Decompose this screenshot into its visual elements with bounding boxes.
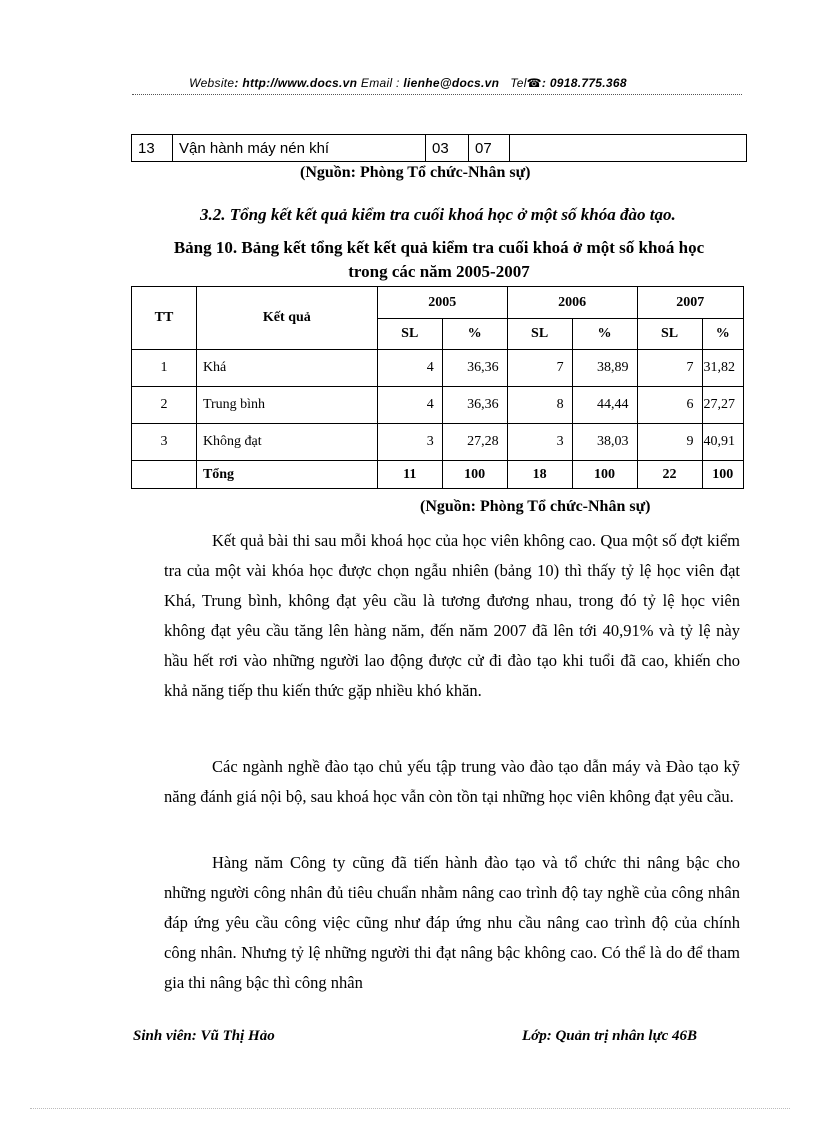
cell-tt: 1 bbox=[132, 350, 197, 387]
header-pct: % bbox=[442, 319, 507, 350]
results-table bbox=[131, 286, 744, 489]
cell-value: 4 bbox=[377, 387, 442, 424]
cell-value: 27,28 bbox=[442, 424, 507, 461]
row-value-c bbox=[510, 135, 747, 162]
header-pct: % bbox=[572, 319, 637, 350]
table-caption-line1: Bảng 10. Bảng kết tổng kết kết quả kiểm tra cuối khoá ở một số khoá học bbox=[173, 238, 705, 257]
header-sl: SL bbox=[377, 319, 442, 350]
cell-total-label: Tổng bbox=[196, 461, 377, 489]
cell-value: 8 bbox=[507, 387, 572, 424]
paragraph-2 bbox=[164, 752, 740, 812]
cell-value: 31,82 bbox=[702, 350, 744, 387]
header-sl: SL bbox=[507, 319, 572, 350]
cell-value: 22 bbox=[637, 461, 702, 489]
page-header bbox=[0, 76, 816, 90]
cell-value: 18 bbox=[507, 461, 572, 489]
row-value-b: 07 bbox=[469, 135, 510, 162]
header-sl: SL bbox=[637, 319, 702, 350]
cell-value: 7 bbox=[507, 350, 572, 387]
cell-value: 4 bbox=[377, 350, 442, 387]
paragraph-1 bbox=[164, 526, 740, 706]
cell-value: 3 bbox=[377, 424, 442, 461]
row-value-a: 03 bbox=[426, 135, 469, 162]
source-note-1: (Nguồn: Phòng Tổ chức-Nhân sự) bbox=[300, 164, 531, 181]
cell-value: 3 bbox=[507, 424, 572, 461]
table-row bbox=[132, 350, 744, 387]
cell-value: 7 bbox=[637, 350, 702, 387]
cell-value: 6 bbox=[637, 387, 702, 424]
cell-label: Khá bbox=[196, 350, 377, 387]
cell-value: 38,89 bbox=[572, 350, 637, 387]
cell-tt bbox=[132, 461, 197, 489]
cell-value: 100 bbox=[442, 461, 507, 489]
previous-table-last-row bbox=[131, 134, 747, 162]
footer-class: Lớp: Quản trị nhân lực 46B bbox=[522, 1028, 697, 1044]
table-row bbox=[132, 135, 747, 162]
email-value[interactable]: lienhe@docs.vn bbox=[403, 76, 500, 90]
header-year-2006: 2006 bbox=[507, 287, 637, 319]
cell-value: 27,27 bbox=[702, 387, 744, 424]
cell-value: 36,36 bbox=[442, 350, 507, 387]
table-row bbox=[132, 387, 744, 424]
website-label: Website bbox=[189, 76, 235, 90]
table-caption-line2: trong các năm 2005-2007 bbox=[348, 262, 530, 281]
row-name: Vận hành máy nén khí bbox=[173, 135, 426, 162]
paragraph-3 bbox=[164, 848, 740, 998]
cell-value: 100 bbox=[702, 461, 744, 489]
email-label: Email : bbox=[360, 76, 400, 90]
cell-label: Không đạt bbox=[196, 424, 377, 461]
footer-student: Sinh viên: Vũ Thị Hảo bbox=[133, 1028, 275, 1044]
cell-value: 44,44 bbox=[572, 387, 637, 424]
header-result: Kết quả bbox=[196, 287, 377, 350]
cell-value: 36,36 bbox=[442, 387, 507, 424]
source-note-2: (Nguồn: Phòng Tổ chức-Nhân sự) bbox=[420, 498, 651, 515]
cell-value: 100 bbox=[572, 461, 637, 489]
cell-value: 9 bbox=[637, 424, 702, 461]
paragraph-text: Kết quả bài thi sau mỗi khoá học của học viên không cao. Qua một số đợt kiểm tra của một vài khóa học được chọn ngẫu nhiên (bảng 10) thì thấy tỷ lệ học viên đạt Khá, Trung bình, không đạt yêu cầu là tương đương nhau, trong đó tỷ lệ học viên không đạt yêu cầu tăng lên hàng năm, đến năm 2007 đã lên tới 40,91% và tỷ lệ này hầu hết rơi vào những người lao động được cử đi đào tạo khi tuổi đã cao, khiến cho khả năng tiếp thu kiến thức gặp nhiều khó khăn. bbox=[164, 531, 740, 700]
header-pct: % bbox=[702, 319, 744, 350]
cell-value: 38,03 bbox=[572, 424, 637, 461]
tel-label: Tel bbox=[510, 76, 527, 90]
cell-value: 40,91 bbox=[702, 424, 744, 461]
header-year-2007: 2007 bbox=[637, 287, 743, 319]
header-tt: TT bbox=[132, 287, 197, 350]
header-divider bbox=[132, 94, 742, 95]
cell-label: Trung bình bbox=[196, 387, 377, 424]
section-heading: 3.2. Tổng kết kết quả kiểm tra cuối khoá học ở một số khóa đào tạo. bbox=[200, 205, 676, 224]
tel-value: ☎: 0918.775.368 bbox=[526, 76, 627, 90]
table-row bbox=[132, 424, 744, 461]
bottom-divider bbox=[30, 1108, 790, 1109]
paragraph-text: Các ngành nghề đào tạo chủ yếu tập trung vào đào tạo dẫn máy và Đào tạo kỹ năng đánh giá nội bộ, sau khoá học vẫn còn tồn tại những học viên không đạt yêu cầu. bbox=[164, 757, 740, 806]
row-number: 13 bbox=[132, 135, 173, 162]
cell-tt: 2 bbox=[132, 387, 197, 424]
header-year-2005: 2005 bbox=[377, 287, 507, 319]
cell-value: 11 bbox=[377, 461, 442, 489]
cell-tt: 3 bbox=[132, 424, 197, 461]
paragraph-text: Hàng năm Công ty cũng đã tiến hành đào tạo và tổ chức thi nâng bậc cho những người công nhân đủ tiêu chuẩn nhằm nâng cao trình độ tay nghề của công nhân đáp ứng yêu cầu công việc cũng như đáp ứng nhu cầu nâng cao trình độ của chính công nhân. Nhưng tỷ lệ những người thi đạt nâng bậc không cao. Có thể là do để tham gia thi nâng bậc thì công nhân bbox=[164, 853, 740, 992]
website-url[interactable]: : http://www.docs.vn bbox=[234, 76, 358, 90]
table-total-row bbox=[132, 461, 744, 489]
